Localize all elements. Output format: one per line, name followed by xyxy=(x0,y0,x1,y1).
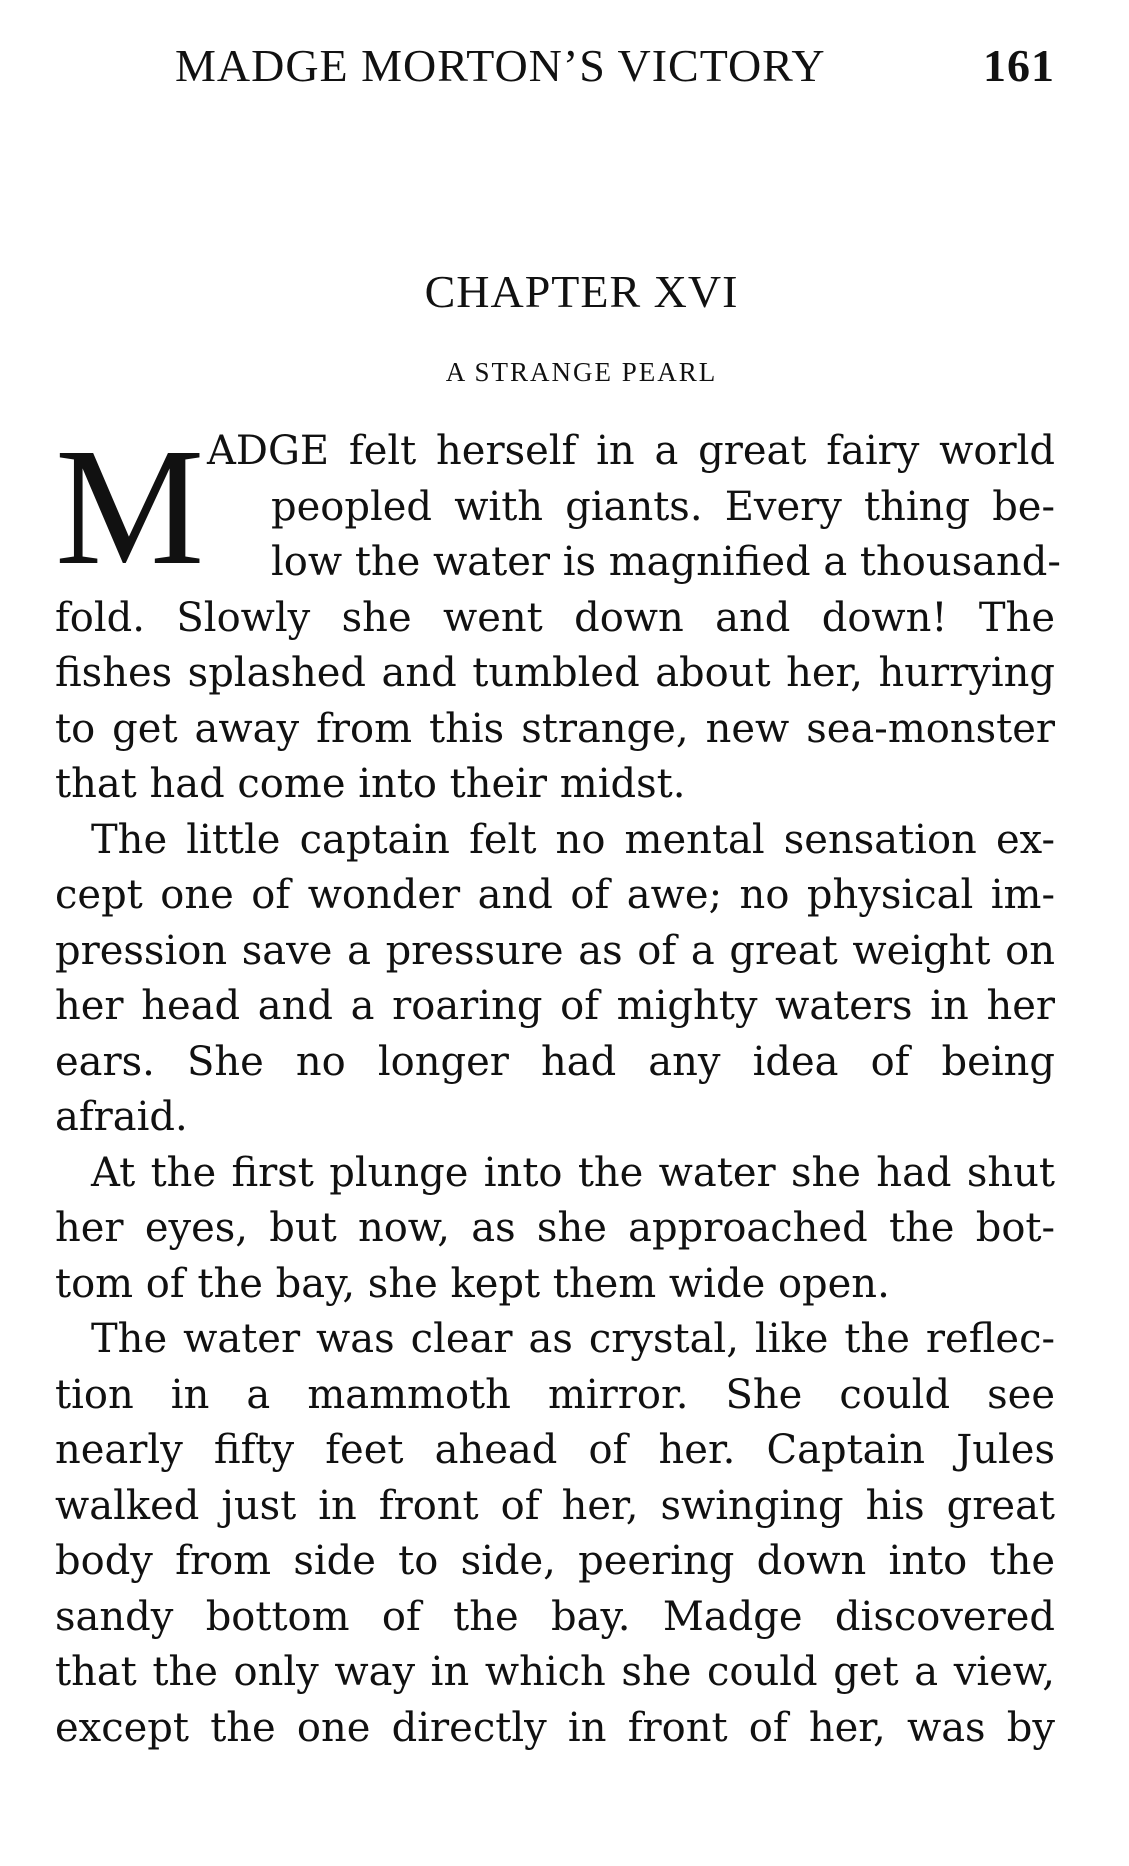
text-line: ears. She no longer had any idea of being xyxy=(55,1038,1055,1085)
text-line: walked just in front of her, swinging his great xyxy=(55,1482,1055,1529)
running-title: MADGE MORTON’S VICTORY xyxy=(175,40,826,91)
page-number: 161 xyxy=(983,40,1055,91)
text-line: that had come into their midst. xyxy=(55,761,686,807)
chapter-title: A STRANGE PEARL xyxy=(445,357,718,387)
text-line: body from side to side, peering down into the xyxy=(55,1538,1055,1584)
chapter-heading: CHAPTER XVI xyxy=(424,266,739,317)
text-line: pression save a pressure as of a great weight on xyxy=(55,927,1055,974)
text-line: nearly fifty feet ahead of her. Captain Jules xyxy=(55,1427,1055,1473)
text-line: ADGE felt herself in a great fairy world xyxy=(207,428,1055,474)
text-line: cept one of wonder and of awe; no physical im- xyxy=(55,872,1055,918)
text-line: sandy bottom of the bay. Madge discovered xyxy=(55,1593,1055,1640)
text-line: At the first plunge into the water she had shut xyxy=(91,1149,1055,1196)
drop-cap: M xyxy=(55,414,205,600)
text-line: afraid. xyxy=(55,1094,188,1140)
text-line: peopled with giants. Every thing be- xyxy=(271,483,1055,530)
text-line: The little captain felt no mental sensation ex- xyxy=(91,816,1055,863)
text-line: The water was clear as crystal, like the reflec- xyxy=(91,1316,1055,1362)
running-head xyxy=(175,36,1055,96)
text-line: her eyes, but now, as she approached the bot- xyxy=(55,1205,1055,1251)
text-line: except the one directly in front of her, was by xyxy=(55,1704,1055,1751)
text-line: tion in a mammoth mirror. She could see xyxy=(55,1371,1055,1418)
text-line: tom of the bay, she kept them wide open. xyxy=(55,1260,890,1307)
text-line: that the only way in which she could get a view, xyxy=(55,1649,1055,1695)
body-text xyxy=(55,414,1061,1756)
text-line: to get away from this strange, new sea-monster xyxy=(55,705,1055,752)
text-line: low the water is magnified a thousand- xyxy=(271,539,1061,585)
text-line: her head and a roaring of mighty waters in her xyxy=(55,983,1055,1029)
text-line: fold. Slowly she went down and down! The xyxy=(55,594,1055,641)
text-line: fishes splashed and tumbled about her, hurrying xyxy=(55,650,1055,696)
